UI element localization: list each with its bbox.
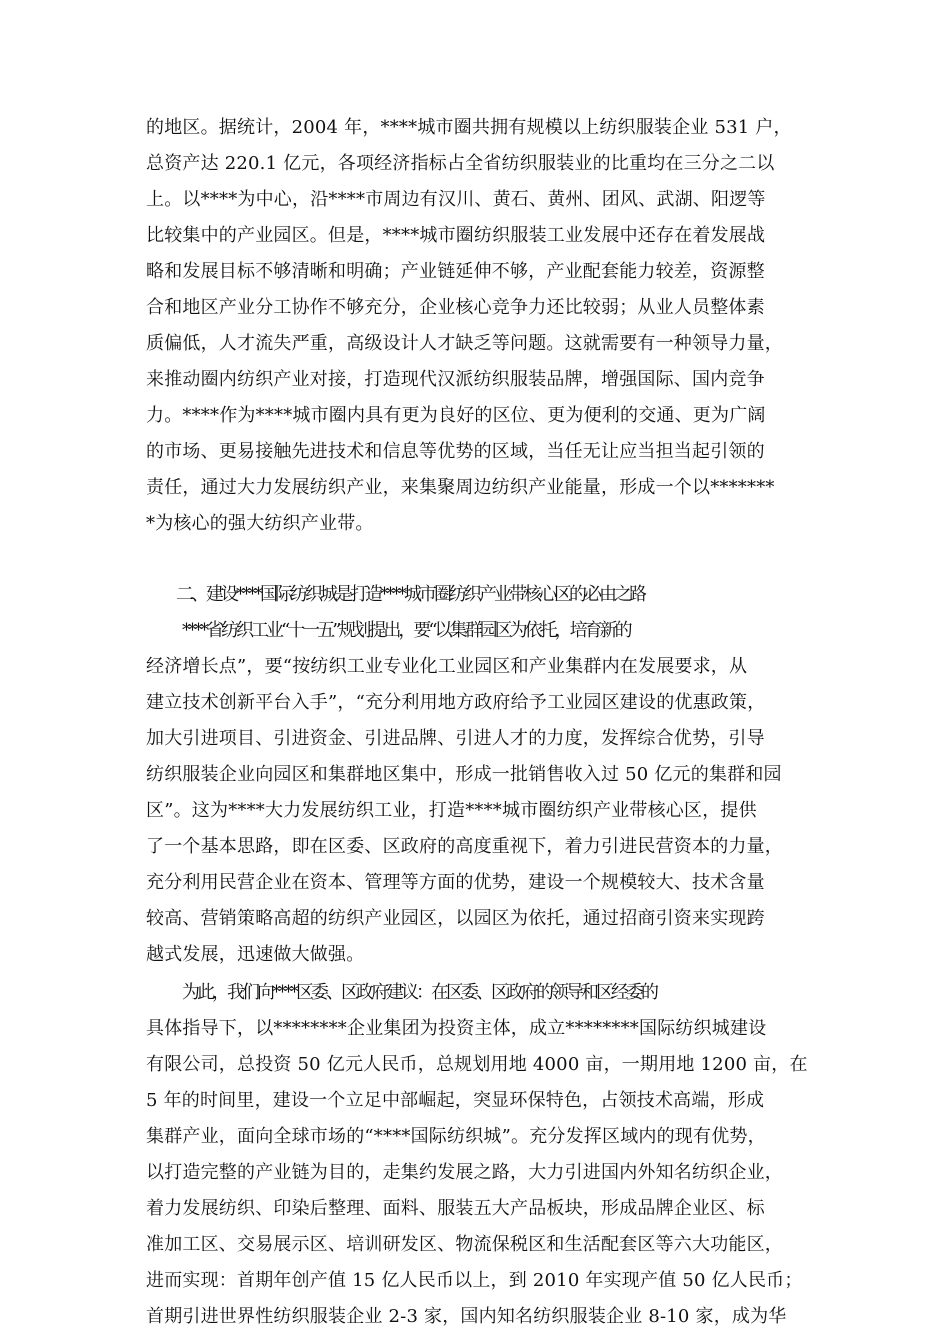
- text-line: 经济增长点”，要“按纺织工业专业化工业园区和产业集群内在发展要求，从: [146, 656, 748, 677]
- text-line: 的市场、更易接触先进技术和信息等优势的区域，当任无让应当担当起引领的: [146, 441, 765, 462]
- section-heading: 二、建设****国际纺织城是打造****城市圈纺织产业带核心区的必由之路: [176, 584, 644, 605]
- text-line: 纺织服装企业向园区和集群地区集中，形成一批销售收入过 50 亿元的集群和园: [146, 764, 782, 785]
- text-line: 合和地区产业分工协作不够充分，企业核心竞争力还比较弱；从业人员整体素: [146, 297, 765, 318]
- text-line: 5 年的时间里，建设一个立足中部崛起，突显环保特色，占领技术高端，形成: [146, 1090, 765, 1111]
- text-line: 为此，我们向****区委、区政府建议：在区委、区政府的领导和区经委的: [182, 982, 656, 1003]
- text-line: *为核心的强大纺织产业带。: [146, 513, 374, 534]
- text-line: 进而实现：首期年创产值 15 亿人民币以上，到 2010 年实现产值 50 亿人民币；: [146, 1270, 803, 1291]
- text-line: 略和发展目标不够清晰和明确；产业链延伸不够，产业配套能力较差，资源整: [146, 261, 765, 282]
- text-line: 质偏低，人才流失严重，高级设计人才缺乏等问题。这就需要有一种领导力量，: [146, 333, 783, 354]
- text-line: 力。****作为****城市圈内具有更为良好的区位、更为便利的交通、更为广阔: [146, 405, 766, 426]
- text-line: 集群产业，面向全球市场的“****国际纺织城”。充分发挥区域内的现有优势，: [146, 1126, 766, 1147]
- text-line: 比较集中的产业园区。但是，****城市圈纺织服装工业发展中还存在着发展战: [146, 225, 766, 246]
- text-line: 建立技术创新平台入手”，“充分利用地方政府给予工业园区建设的优惠政策，: [146, 692, 766, 713]
- text-line: 责任，通过大力发展纺织产业，来集聚周边纺织产业能量，形成一个以*******: [146, 477, 775, 498]
- text-line: 加大引进项目、引进资金、引进品牌、引进人才的力度，发挥综合优势，引导: [146, 728, 765, 749]
- text-line: 具体指导下，以********企业集团为投资主体，成立********国际纺织城建设: [146, 1018, 767, 1039]
- text-line: 越式发展，迅速做大做强。: [146, 944, 365, 965]
- text-line: 充分利用民营企业在资本、管理等方面的优势，建设一个规模较大、技术含量: [146, 872, 765, 893]
- text-line: 了一个基本思路，即在区委、区政府的高度重视下，着力引进民营资本的力量，: [146, 836, 783, 857]
- text-line: ****省纺织工业“十一五”规划提出，要“以集群园区为依托，培育新的: [182, 620, 630, 641]
- text-line: 来推动圈内纺织产业对接，打造现代汉派纺织服装品牌，增强国际、国内竞争: [146, 369, 765, 390]
- text-line: 以打造完整的产业链为目的，走集约发展之路，大力引进国内外知名纺织企业，: [146, 1162, 783, 1183]
- text-line: 着力发展纺织、印染后整理、面料、服装五大产品板块，形成品牌企业区、标: [146, 1198, 765, 1219]
- text-line: 上。以****为中心，沿****市周边有汉川、黄石、黄州、团风、武湖、阳逻等: [146, 189, 766, 210]
- text-line: 有限公司，总投资 50 亿元人民币，总规划用地 4000 亩，一期用地 1200 亩，在: [146, 1054, 808, 1075]
- text-line: 准加工区、交易展示区、培训研发区、物流保税区和生活配套区等六大功能区，: [146, 1234, 783, 1255]
- text-line: 区”。这为****大力发展纺织工业，打造****城市圈纺织产业带核心区，提供: [146, 800, 757, 821]
- text-line: 的地区。据统计，2004 年，****城市圈共拥有规模以上纺织服装企业 531 户，: [146, 117, 792, 138]
- text-line: 首期引进世界性纺织服装企业 2-3 家，国内知名纺织服装企业 8-10 家，成为华: [146, 1306, 787, 1327]
- text-line: 较高、营销策略高超的纺织产业园区，以园区为依托，通过招商引资来实现跨: [146, 908, 765, 929]
- text-line: 总资产达 220.1 亿元，各项经济指标占全省纺织服装业的比重均在三分之二以: [146, 153, 775, 174]
